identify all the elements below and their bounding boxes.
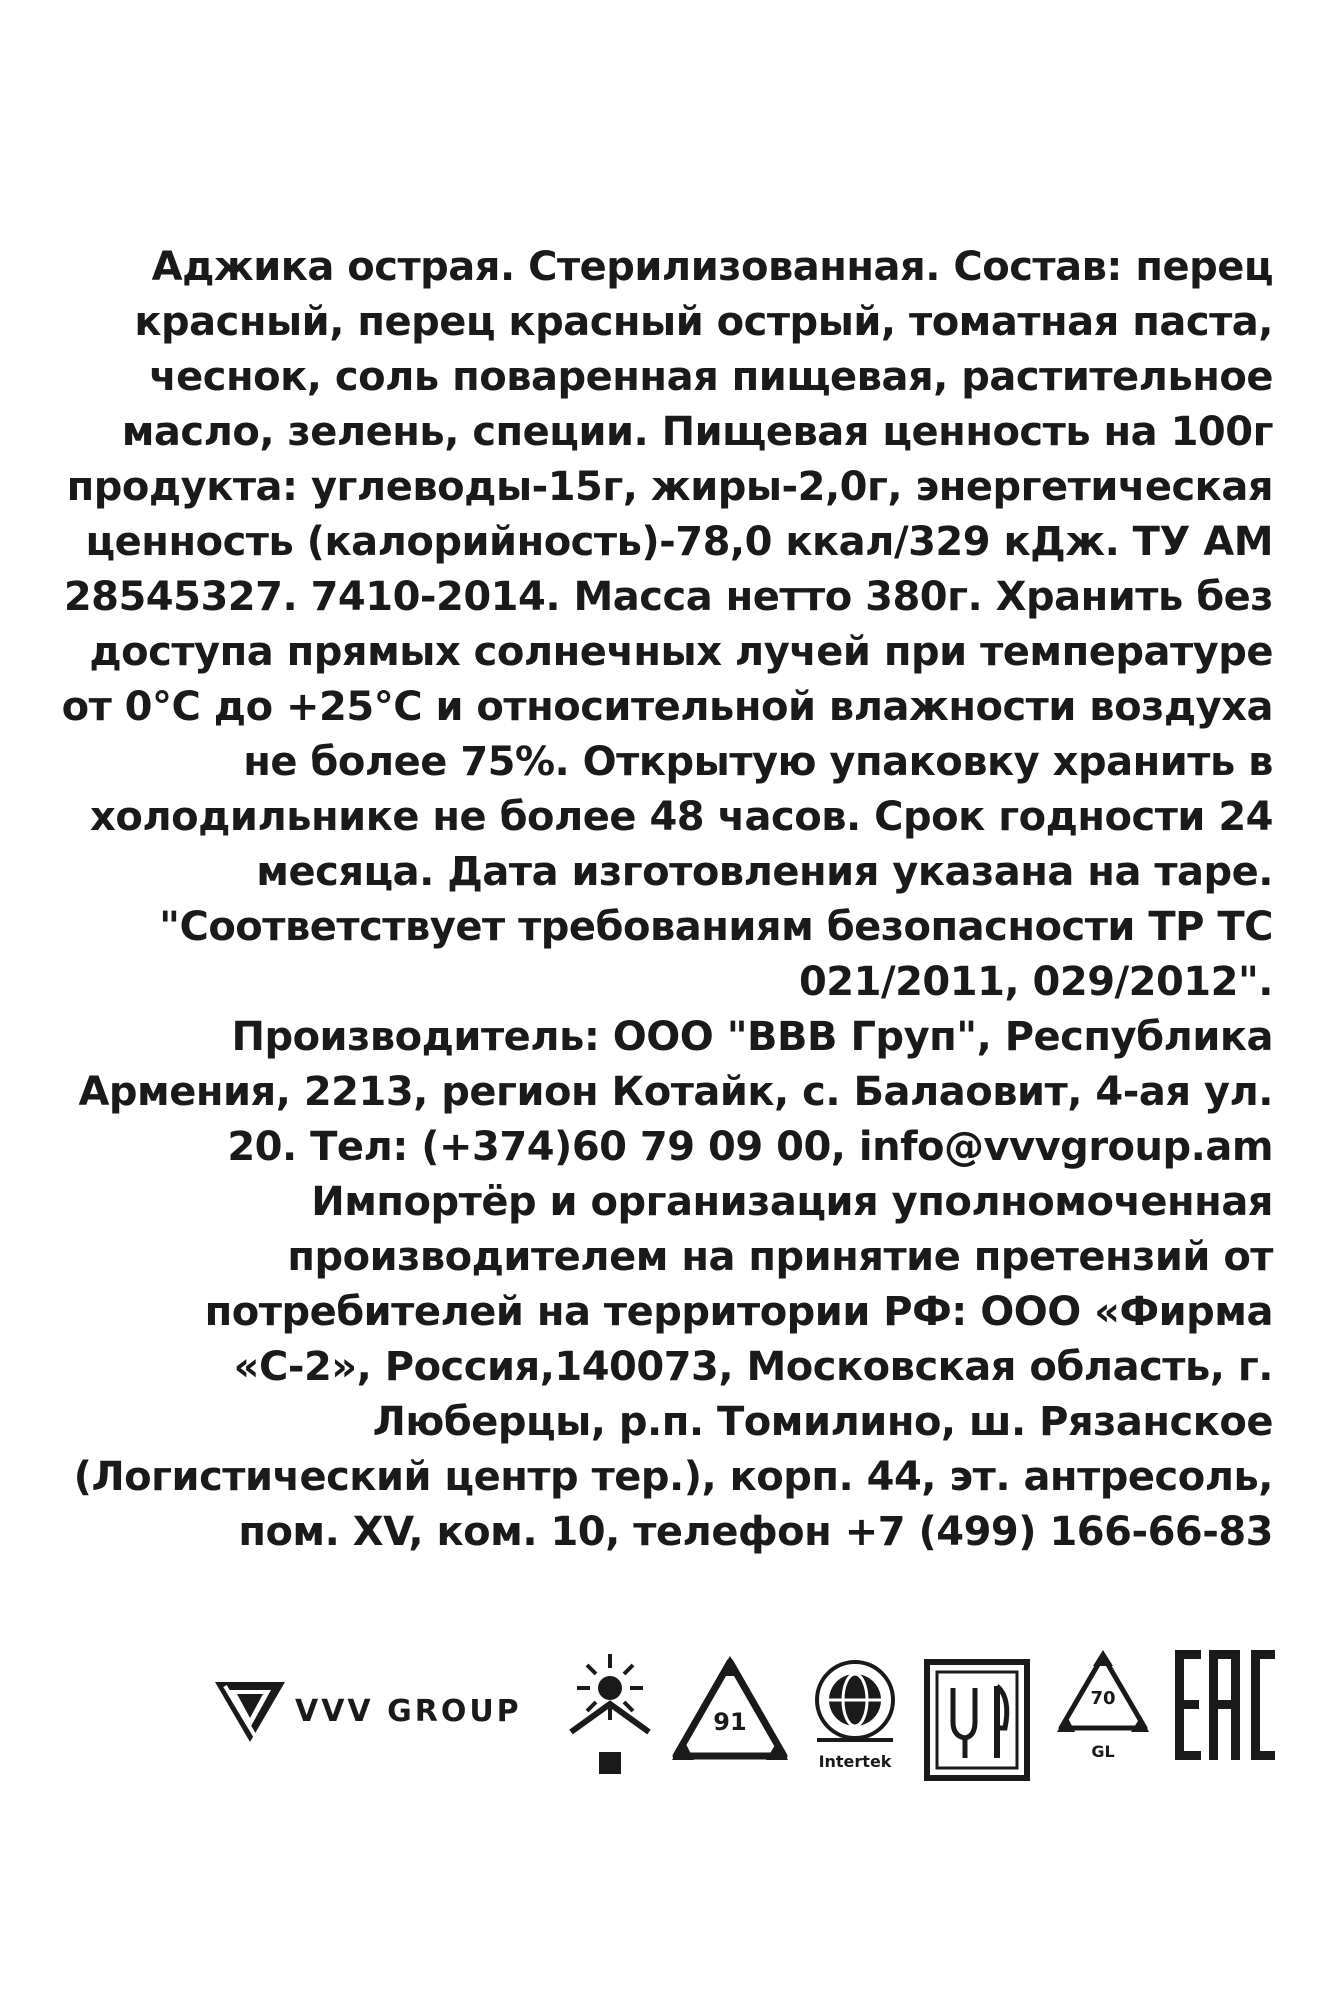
label-line: производителем на принятие претензий от xyxy=(287,1234,1273,1280)
label-line: ценность (калорийность)-78,0 ккал/329 кДж. ТУ АМ xyxy=(85,519,1273,565)
recycle-code-70: 70 xyxy=(1090,1688,1116,1709)
label-line: красный, перец красный острый, томатная паста, xyxy=(134,299,1273,345)
brand-name: VVV GROUP xyxy=(295,1694,522,1729)
label-line: 28545327. 7410-2014. Масса нетто 380г. Хранить без xyxy=(63,574,1273,620)
label-line: продукта: углеводы-15г, жиры-2,0г, энергетическая xyxy=(66,464,1273,510)
keep-away-from-sunlight-icon xyxy=(565,1648,655,1778)
label-line: (Логистический центр тер.), корп. 44, эт. антресоль, xyxy=(73,1454,1273,1500)
vvv-group-logo-icon xyxy=(215,1678,285,1742)
eac-conformity-mark-icon xyxy=(1175,1644,1275,1762)
label-line: месяца. Дата изготовления указана на таре. xyxy=(256,849,1273,895)
recycle-91-icon xyxy=(670,1656,790,1766)
label-line: доступа прямых солнечных лучей при температуре xyxy=(89,629,1273,675)
certification-icons-row xyxy=(215,1638,1278,1788)
label-line: Производитель: ООО "ВВВ Груп", Республика xyxy=(231,1014,1273,1060)
label-line: пом. XV, ком. 10, телефон +7 (499) 166-66-83 xyxy=(238,1509,1273,1555)
recycle-gl-caption: GL xyxy=(1091,1742,1115,1761)
label-line: Армения, 2213, регион Котайк, с. Балаовит, 4-ая ул. xyxy=(78,1069,1273,1115)
recycle-70-gl-icon xyxy=(1055,1650,1151,1761)
label-line: Импортёр и организация уполномоченная xyxy=(311,1179,1273,1225)
food-contact-safe-icon xyxy=(923,1658,1031,1782)
label-line: Аджика острая. Стерилизованная. Состав: перец xyxy=(151,244,1273,290)
label-line: не более 75%. Открытую упаковку хранить в xyxy=(243,739,1273,785)
label-line: холодильнике не более 48 часов. Срок годности 24 xyxy=(90,794,1273,840)
label-line: 021/2011, 029/2012". xyxy=(798,959,1273,1005)
intertek-caption: Intertek xyxy=(818,1752,892,1771)
label-line: "Соответствует требованиям безопасности ТР ТС xyxy=(159,904,1273,950)
label-line: «С-2», Россия,140073, Московская область, г. xyxy=(233,1344,1273,1390)
label-line: потребителей на территории РФ: ООО «Фирма xyxy=(204,1289,1273,1335)
label-line: 20. Тел: (+374)60 79 09 00, info@vvvgroup.am xyxy=(227,1124,1273,1170)
label-line: масло, зелень, специи. Пищевая ценность на 100г xyxy=(121,409,1273,455)
label-line: Люберцы, р.п. Томилино, ш. Рязанское xyxy=(372,1399,1273,1445)
label-line: чеснок, соль поваренная пищевая, растительное xyxy=(149,354,1273,400)
product-label-text xyxy=(40,240,1273,1560)
intertek-globe-icon xyxy=(807,1656,903,1771)
label-line: от 0°С до +25°С и относительной влажности воздуха xyxy=(61,684,1273,730)
recycle-code-91: 91 xyxy=(713,1708,747,1736)
